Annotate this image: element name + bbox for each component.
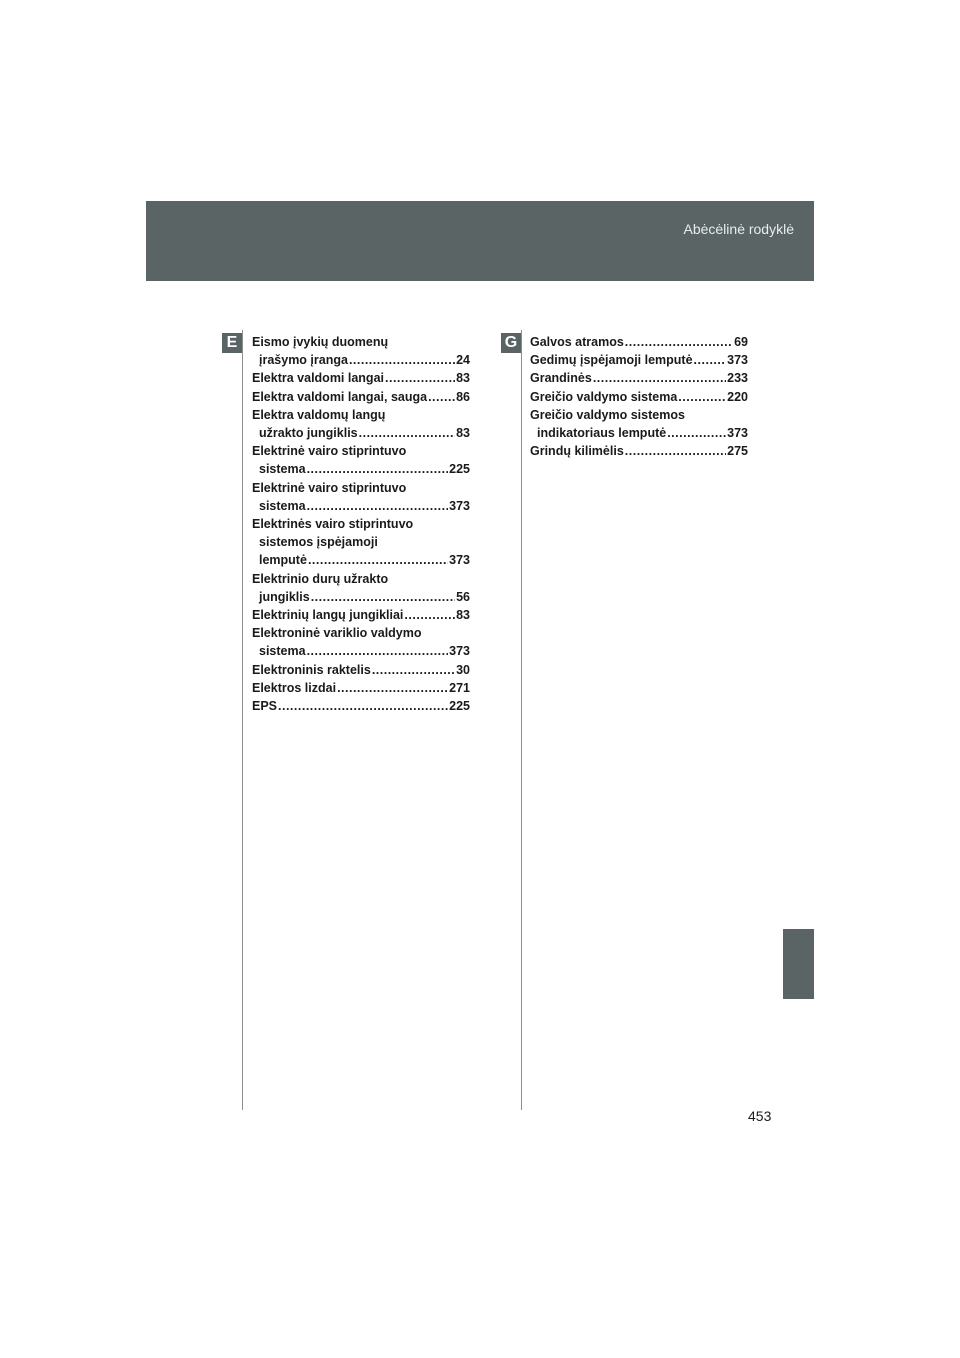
index-page-ref: 83 bbox=[456, 608, 470, 623]
index-entry-line bbox=[252, 697, 470, 715]
index-page-ref: 373 bbox=[727, 353, 748, 368]
page-number: 453 bbox=[748, 1108, 772, 1124]
index-term: Elektros lizdai bbox=[252, 680, 337, 695]
section-letter-e: E bbox=[222, 333, 242, 353]
index-page-ref: 56 bbox=[456, 589, 470, 604]
index-term: sistema bbox=[259, 498, 306, 513]
dot-leader bbox=[678, 388, 726, 406]
index-entry bbox=[530, 406, 748, 442]
index-column-e bbox=[252, 333, 470, 715]
index-term: sistemos įspėjamoji bbox=[259, 535, 378, 550]
index-entry-line bbox=[252, 588, 470, 606]
index-entry bbox=[530, 333, 748, 351]
index-page-ref: 225 bbox=[449, 462, 470, 477]
index-term: Eismo įvykių duomenų bbox=[252, 335, 389, 349]
dot-leader bbox=[593, 369, 726, 387]
index-entry bbox=[252, 679, 470, 697]
index-page-ref: 373 bbox=[449, 553, 470, 568]
index-entry bbox=[252, 406, 470, 442]
index-term: Elektrinės vairo stiprintuvo bbox=[252, 517, 414, 532]
index-entry bbox=[252, 388, 470, 406]
index-entry-line bbox=[252, 460, 470, 478]
index-entry-line bbox=[252, 369, 470, 387]
index-page-ref: 83 bbox=[456, 371, 470, 386]
dot-leader bbox=[625, 333, 733, 351]
index-entry bbox=[530, 369, 748, 387]
index-entry bbox=[530, 442, 748, 460]
index-term: užrakto jungiklis bbox=[259, 426, 358, 441]
dot-leader bbox=[278, 697, 448, 715]
index-entry-line bbox=[530, 369, 748, 387]
index-term: Elektrinių langų jungikliai bbox=[252, 608, 404, 623]
index-entry bbox=[252, 479, 470, 515]
index-entry-line bbox=[252, 570, 470, 588]
index-entry-line bbox=[252, 351, 470, 369]
index-entry bbox=[252, 515, 470, 570]
dot-leader bbox=[625, 442, 726, 460]
dot-leader bbox=[337, 679, 448, 697]
index-term: Elektra valdomi langai bbox=[252, 371, 384, 386]
index-term: Elektrinė vairo stiprintuvo bbox=[252, 480, 407, 495]
index-entry bbox=[252, 333, 470, 369]
index-column-g bbox=[530, 333, 748, 460]
index-entry-line bbox=[252, 551, 470, 569]
index-page-ref: 275 bbox=[727, 444, 748, 459]
index-entry bbox=[252, 369, 470, 387]
index-term: Galvos atramos bbox=[530, 335, 624, 349]
header-title: Abėcėlinė rodyklė bbox=[683, 221, 794, 237]
index-term: Elektroninis raktelis bbox=[252, 662, 371, 677]
index-entry bbox=[530, 351, 748, 369]
dot-leader bbox=[307, 460, 449, 478]
index-page-ref: 83 bbox=[456, 426, 470, 441]
index-entry bbox=[252, 570, 470, 606]
index-entry-line bbox=[252, 333, 470, 351]
index-term: Gedimų įspėjamoji lemputė bbox=[530, 353, 693, 368]
index-entry-line bbox=[252, 679, 470, 697]
index-term: indikatoriaus lemputė bbox=[537, 426, 667, 441]
index-entry-line bbox=[530, 442, 748, 460]
index-entry bbox=[252, 661, 470, 679]
index-entry-line bbox=[252, 479, 470, 497]
index-entry bbox=[252, 624, 470, 660]
column-rule-left bbox=[242, 330, 243, 1110]
index-entry-line bbox=[530, 351, 748, 369]
index-page-ref: 24 bbox=[456, 353, 470, 368]
dot-leader bbox=[349, 351, 455, 369]
header-band bbox=[146, 201, 814, 281]
index-term: jungiklis bbox=[259, 589, 310, 604]
index-page-ref: 69 bbox=[734, 335, 748, 349]
index-term: Greičio valdymo sistema bbox=[530, 389, 678, 404]
index-term: Elektra valdomi langai, sauga bbox=[252, 389, 428, 404]
index-entry-line bbox=[530, 406, 748, 424]
dot-leader bbox=[311, 588, 455, 606]
index-page-ref: 373 bbox=[449, 644, 470, 659]
index-entry bbox=[530, 388, 748, 406]
index-term: Elektra valdomų langų bbox=[252, 407, 386, 422]
dot-leader bbox=[308, 551, 448, 569]
index-entry bbox=[252, 697, 470, 715]
dot-leader bbox=[404, 606, 455, 624]
dot-leader bbox=[359, 424, 455, 442]
dot-leader bbox=[372, 661, 455, 679]
index-term: Elektroninė variklio valdymo bbox=[252, 626, 422, 641]
column-rule-right bbox=[521, 330, 522, 1110]
index-entry-line bbox=[252, 424, 470, 442]
index-entry-line bbox=[252, 533, 470, 551]
index-term: Elektrinio durų užrakto bbox=[252, 571, 389, 586]
index-term: EPS bbox=[252, 699, 278, 714]
side-tab bbox=[783, 929, 814, 999]
index-page-ref: 373 bbox=[727, 426, 748, 441]
index-entry-line bbox=[530, 424, 748, 442]
index-entry-line bbox=[252, 406, 470, 424]
index-entry-line bbox=[252, 497, 470, 515]
index-page-ref: 271 bbox=[449, 680, 470, 695]
index-term: Grandinės bbox=[530, 371, 592, 386]
index-entry-line bbox=[252, 624, 470, 642]
section-letter-g: G bbox=[501, 333, 521, 353]
index-entry-line bbox=[530, 333, 748, 351]
index-entry-line bbox=[252, 442, 470, 460]
index-term: Grindų kilimėlis bbox=[530, 444, 624, 459]
index-page-ref: 30 bbox=[456, 662, 470, 677]
index-page-ref: 373 bbox=[449, 498, 470, 513]
index-entry bbox=[252, 442, 470, 478]
index-entry-line bbox=[252, 515, 470, 533]
index-term: sistema bbox=[259, 644, 306, 659]
index-term: Elektrinė vairo stiprintuvo bbox=[252, 444, 407, 459]
index-page-ref: 86 bbox=[456, 389, 470, 404]
dot-leader bbox=[428, 388, 455, 406]
dot-leader bbox=[307, 497, 449, 515]
dot-leader bbox=[667, 424, 726, 442]
index-entry bbox=[252, 606, 470, 624]
index-term: lemputė bbox=[259, 553, 307, 568]
index-entry-line bbox=[530, 388, 748, 406]
index-page-ref: 225 bbox=[449, 699, 470, 714]
index-term: įrašymo įranga bbox=[259, 353, 348, 368]
dot-leader bbox=[694, 351, 727, 369]
index-term: sistema bbox=[259, 462, 306, 477]
dot-leader bbox=[307, 642, 449, 660]
index-page-ref: 233 bbox=[727, 371, 748, 386]
index-term: Greičio valdymo sistemos bbox=[530, 407, 685, 422]
index-entry-line bbox=[252, 388, 470, 406]
index-entry-line bbox=[252, 606, 470, 624]
index-entry-line bbox=[252, 661, 470, 679]
index-page-ref: 220 bbox=[727, 389, 748, 404]
index-entry-line bbox=[252, 642, 470, 660]
dot-leader bbox=[385, 369, 455, 387]
